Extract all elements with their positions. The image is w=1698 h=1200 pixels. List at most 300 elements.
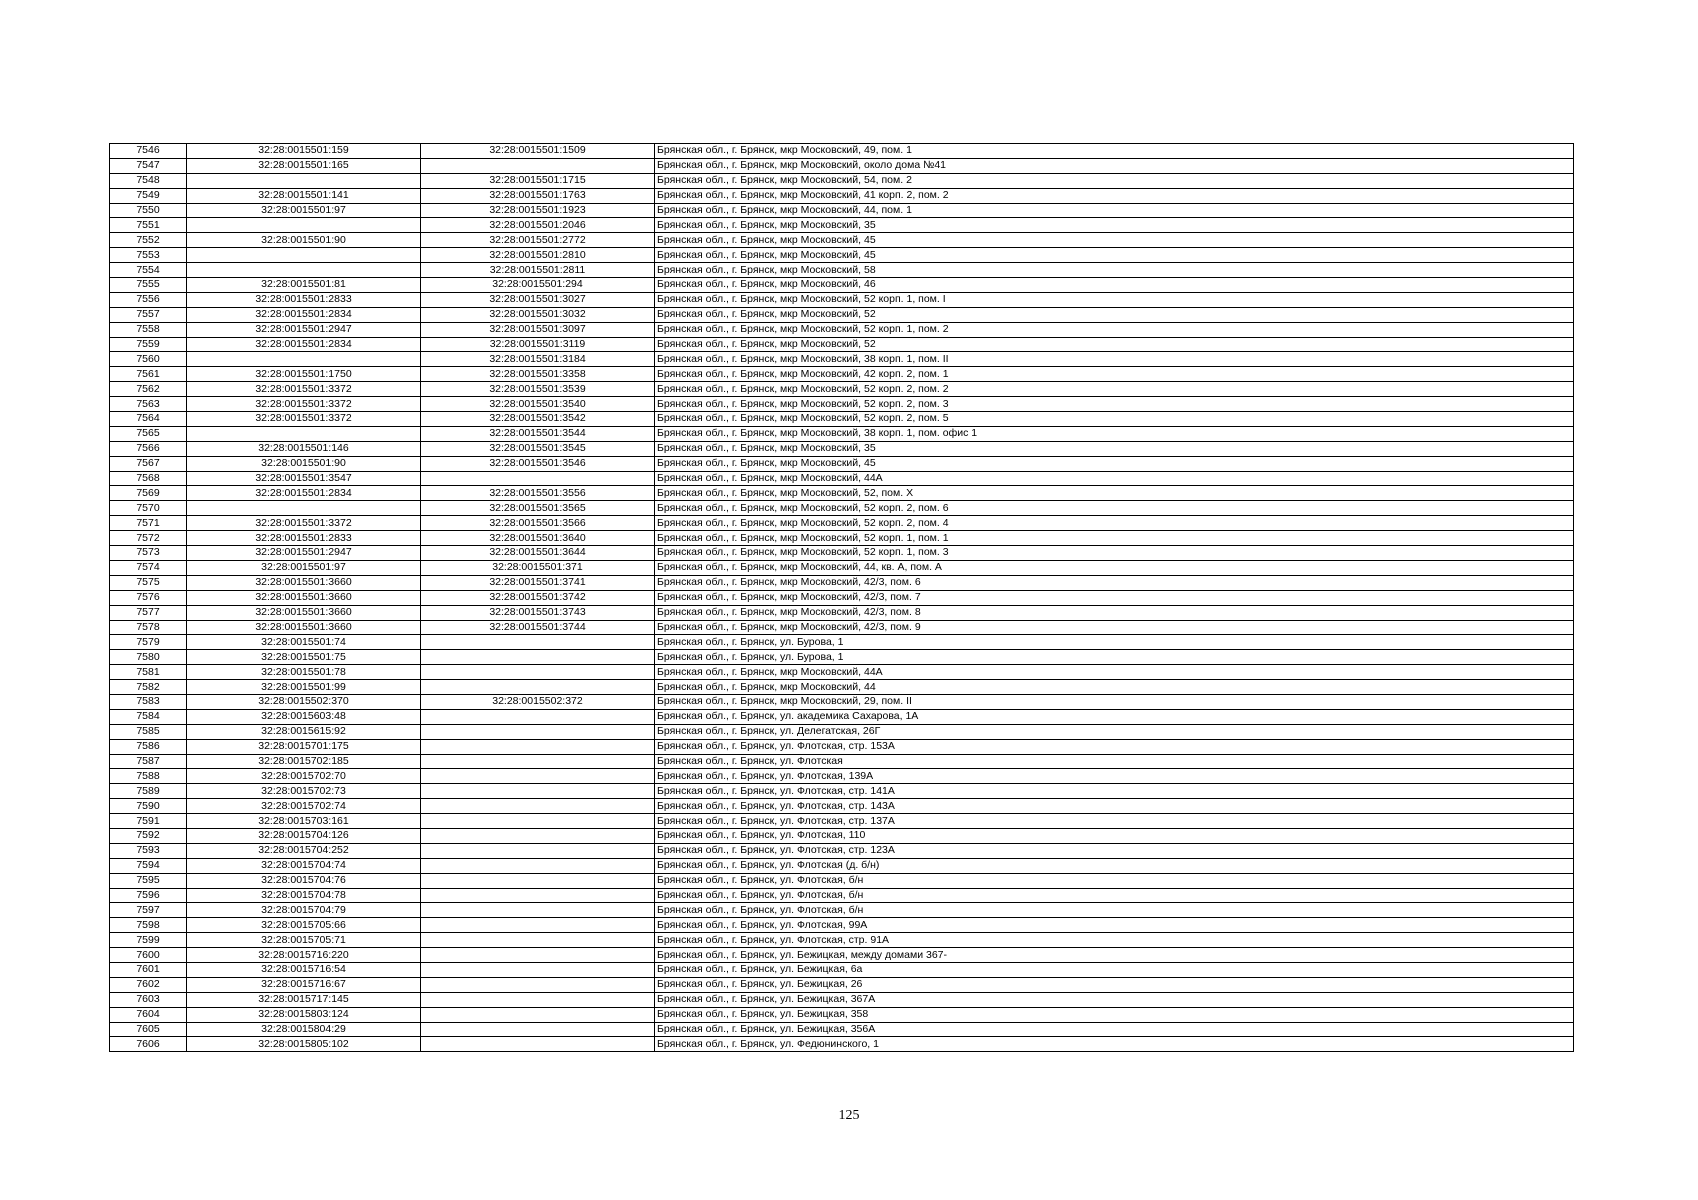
table-row [110, 873, 1574, 888]
land-cadastral-number-cell: 32:28:0015501:99 [187, 680, 421, 695]
land-cadastral-number-cell: 32:28:0015501:3372 [187, 516, 421, 531]
land-cadastral-number-cell: 32:28:0015501:1750 [187, 367, 421, 382]
table-row [110, 962, 1574, 977]
land-cadastral-number-cell: 32:28:0015703:161 [187, 814, 421, 829]
address-cell: Брянская обл., г. Брянск, мкр Московский, 38 корп. 1, пом. офис 1 [655, 426, 1574, 441]
row-number-cell: 7554 [110, 263, 187, 278]
object-cadastral-number-cell: 32:28:0015501:3565 [421, 501, 655, 516]
object-cadastral-number-cell: 32:28:0015501:3545 [421, 441, 655, 456]
address-cell: Брянская обл., г. Брянск, мкр Московский, 52 корп. 2, пом. 2 [655, 382, 1574, 397]
object-cadastral-number-cell: 32:28:0015501:371 [421, 560, 655, 575]
row-number-cell: 7590 [110, 799, 187, 814]
object-cadastral-number-cell [421, 754, 655, 769]
address-cell: Брянская обл., г. Брянск, ул. Бежицкая, 6а [655, 962, 1574, 977]
address-cell: Брянская обл., г. Брянск, ул. Бурова, 1 [655, 635, 1574, 650]
object-cadastral-number-cell: 32:28:0015501:3097 [421, 322, 655, 337]
land-cadastral-number-cell: 32:28:0015501:81 [187, 278, 421, 293]
address-cell: Брянская обл., г. Брянск, ул. Делегатская, 26Г [655, 724, 1574, 739]
land-cadastral-number-cell: 32:28:0015603:48 [187, 709, 421, 724]
object-cadastral-number-cell: 32:28:0015501:3184 [421, 352, 655, 367]
land-cadastral-number-cell: 32:28:0015501:3660 [187, 575, 421, 590]
row-number-cell: 7600 [110, 948, 187, 963]
address-cell: Брянская обл., г. Брянск, мкр Московский, 42/3, пом. 8 [655, 605, 1574, 620]
object-cadastral-number-cell [421, 158, 655, 173]
land-cadastral-number-cell: 32:28:0015501:2834 [187, 486, 421, 501]
address-cell: Брянская обл., г. Брянск, ул. Флотская, 99А [655, 918, 1574, 933]
address-cell: Брянская обл., г. Брянск, мкр Московский, 52 корп. 1, пом. I [655, 292, 1574, 307]
address-cell: Брянская обл., г. Брянск, мкр Московский, 35 [655, 218, 1574, 233]
table-row [110, 233, 1574, 248]
address-cell: Брянская обл., г. Брянск, мкр Московский, 38 корп. 1, пом. II [655, 352, 1574, 367]
address-cell: Брянская обл., г. Брянск, ул. Федюнинского, 1 [655, 1037, 1574, 1052]
land-cadastral-number-cell: 32:28:0015716:54 [187, 962, 421, 977]
object-cadastral-number-cell: 32:28:0015501:2772 [421, 233, 655, 248]
row-number-cell: 7577 [110, 605, 187, 620]
row-number-cell: 7549 [110, 188, 187, 203]
land-cadastral-number-cell: 32:28:0015702:185 [187, 754, 421, 769]
address-cell: Брянская обл., г. Брянск, ул. Бежицкая, 367А [655, 992, 1574, 1007]
land-cadastral-number-cell [187, 426, 421, 441]
table-row [110, 501, 1574, 516]
table-row [110, 635, 1574, 650]
row-number-cell: 7606 [110, 1037, 187, 1052]
land-cadastral-number-cell [187, 173, 421, 188]
land-cadastral-number-cell: 32:28:0015501:165 [187, 158, 421, 173]
address-cell: Брянская обл., г. Брянск, мкр Московский, около дома №41 [655, 158, 1574, 173]
address-cell: Брянская обл., г. Брянск, мкр Московский, 42/3, пом. 9 [655, 620, 1574, 635]
object-cadastral-number-cell: 32:28:0015501:2811 [421, 263, 655, 278]
address-cell: Брянская обл., г. Брянск, мкр Московский, 42/3, пом. 6 [655, 575, 1574, 590]
address-cell: Брянская обл., г. Брянск, ул. Флотская, б/н [655, 873, 1574, 888]
address-cell: Брянская обл., г. Брянск, ул. Флотская (д. б/н) [655, 858, 1574, 873]
land-cadastral-number-cell: 32:28:0015704:74 [187, 858, 421, 873]
address-cell: Брянская обл., г. Брянск, мкр Московский, 49, пом. 1 [655, 144, 1574, 159]
table-row [110, 814, 1574, 829]
address-cell: Брянская обл., г. Брянск, мкр Московский, 29, пом. II [655, 694, 1574, 709]
row-number-cell: 7585 [110, 724, 187, 739]
address-cell: Брянская обл., г. Брянск, мкр Московский, 52 [655, 337, 1574, 352]
address-cell: Брянская обл., г. Брянск, мкр Московский, 46 [655, 278, 1574, 293]
land-cadastral-number-cell: 32:28:0015501:3660 [187, 590, 421, 605]
land-cadastral-number-cell [187, 218, 421, 233]
land-cadastral-number-cell [187, 501, 421, 516]
row-number-cell: 7583 [110, 694, 187, 709]
land-cadastral-number-cell: 32:28:0015502:370 [187, 694, 421, 709]
address-cell: Брянская обл., г. Брянск, ул. Бежицкая, 358 [655, 1007, 1574, 1022]
row-number-cell: 7561 [110, 367, 187, 382]
address-cell: Брянская обл., г. Брянск, ул. академика Сахарова, 1А [655, 709, 1574, 724]
table-row [110, 575, 1574, 590]
table-row [110, 843, 1574, 858]
address-cell: Брянская обл., г. Брянск, мкр Московский, 44А [655, 471, 1574, 486]
land-cadastral-number-cell: 32:28:0015501:3372 [187, 412, 421, 427]
object-cadastral-number-cell: 32:28:0015501:3743 [421, 605, 655, 620]
land-cadastral-number-cell: 32:28:0015501:74 [187, 635, 421, 650]
table-row [110, 188, 1574, 203]
object-cadastral-number-cell [421, 948, 655, 963]
land-cadastral-number-cell: 32:28:0015501:2834 [187, 337, 421, 352]
address-cell: Брянская обл., г. Брянск, мкр Московский, 42/3, пом. 7 [655, 590, 1574, 605]
address-cell: Брянская обл., г. Брянск, мкр Московский, 52 корп. 2, пом. 4 [655, 516, 1574, 531]
table-row [110, 888, 1574, 903]
land-cadastral-number-cell [187, 263, 421, 278]
address-cell: Брянская обл., г. Брянск, мкр Московский, 44 [655, 680, 1574, 695]
land-cadastral-number-cell: 32:28:0015501:2947 [187, 322, 421, 337]
table-row [110, 144, 1574, 159]
table-row [110, 516, 1574, 531]
object-cadastral-number-cell [421, 650, 655, 665]
table-row [110, 739, 1574, 754]
object-cadastral-number-cell [421, 769, 655, 784]
table-row [110, 307, 1574, 322]
object-cadastral-number-cell [421, 992, 655, 1007]
row-number-cell: 7605 [110, 1022, 187, 1037]
row-number-cell: 7597 [110, 903, 187, 918]
object-cadastral-number-cell: 32:28:0015501:3566 [421, 516, 655, 531]
address-cell: Брянская обл., г. Брянск, ул. Флотская, стр. 91А [655, 933, 1574, 948]
land-cadastral-number-cell: 32:28:0015501:90 [187, 233, 421, 248]
table-row [110, 858, 1574, 873]
address-cell: Брянская обл., г. Брянск, ул. Флотская, стр. 153А [655, 739, 1574, 754]
row-number-cell: 7560 [110, 352, 187, 367]
address-cell: Брянская обл., г. Брянск, мкр Московский, 41 корп. 2, пом. 2 [655, 188, 1574, 203]
land-cadastral-number-cell: 32:28:0015501:3372 [187, 382, 421, 397]
row-number-cell: 7591 [110, 814, 187, 829]
address-cell: Брянская обл., г. Брянск, мкр Московский, 44А [655, 665, 1574, 680]
address-cell: Брянская обл., г. Брянск, мкр Московский, 52 корп. 2, пом. 6 [655, 501, 1574, 516]
object-cadastral-number-cell: 32:28:0015501:3539 [421, 382, 655, 397]
table-row [110, 173, 1574, 188]
register-table [109, 143, 1574, 1052]
table-row [110, 1007, 1574, 1022]
object-cadastral-number-cell: 32:28:0015501:3556 [421, 486, 655, 501]
row-number-cell: 7601 [110, 962, 187, 977]
row-number-cell: 7576 [110, 590, 187, 605]
table-row [110, 828, 1574, 843]
table-row [110, 263, 1574, 278]
land-cadastral-number-cell: 32:28:0015717:145 [187, 992, 421, 1007]
row-number-cell: 7550 [110, 203, 187, 218]
address-cell: Брянская обл., г. Брянск, мкр Московский, 52 корп. 1, пом. 1 [655, 531, 1574, 546]
table-row [110, 605, 1574, 620]
row-number-cell: 7552 [110, 233, 187, 248]
row-number-cell: 7581 [110, 665, 187, 680]
table-row [110, 278, 1574, 293]
land-cadastral-number-cell: 32:28:0015501:97 [187, 203, 421, 218]
land-cadastral-number-cell: 32:28:0015501:75 [187, 650, 421, 665]
land-cadastral-number-cell [187, 248, 421, 263]
address-cell: Брянская обл., г. Брянск, мкр Московский, 45 [655, 233, 1574, 248]
table-row [110, 367, 1574, 382]
row-number-cell: 7598 [110, 918, 187, 933]
address-cell: Брянская обл., г. Брянск, ул. Флотская, стр. 141А [655, 784, 1574, 799]
table-row [110, 352, 1574, 367]
object-cadastral-number-cell: 32:28:0015501:1715 [421, 173, 655, 188]
row-number-cell: 7569 [110, 486, 187, 501]
row-number-cell: 7564 [110, 412, 187, 427]
table-row [110, 560, 1574, 575]
address-cell: Брянская обл., г. Брянск, мкр Московский, 52 корп. 2, пом. 5 [655, 412, 1574, 427]
row-number-cell: 7570 [110, 501, 187, 516]
row-number-cell: 7568 [110, 471, 187, 486]
land-cadastral-number-cell: 32:28:0015701:175 [187, 739, 421, 754]
object-cadastral-number-cell [421, 1007, 655, 1022]
object-cadastral-number-cell [421, 903, 655, 918]
object-cadastral-number-cell [421, 799, 655, 814]
object-cadastral-number-cell: 32:28:0015501:3546 [421, 456, 655, 471]
row-number-cell: 7596 [110, 888, 187, 903]
land-cadastral-number-cell: 32:28:0015716:220 [187, 948, 421, 963]
table-row [110, 441, 1574, 456]
table-row [110, 1022, 1574, 1037]
row-number-cell: 7571 [110, 516, 187, 531]
object-cadastral-number-cell: 32:28:0015501:3741 [421, 575, 655, 590]
table-row [110, 218, 1574, 233]
row-number-cell: 7578 [110, 620, 187, 635]
land-cadastral-number-cell: 32:28:0015804:29 [187, 1022, 421, 1037]
address-cell: Брянская обл., г. Брянск, мкр Московский, 58 [655, 263, 1574, 278]
object-cadastral-number-cell: 32:28:0015501:3742 [421, 590, 655, 605]
table-row [110, 412, 1574, 427]
land-cadastral-number-cell [187, 352, 421, 367]
table-row [110, 948, 1574, 963]
table-row [110, 784, 1574, 799]
table-row [110, 158, 1574, 173]
page-number: 125 [838, 1108, 860, 1123]
table-row [110, 471, 1574, 486]
object-cadastral-number-cell [421, 814, 655, 829]
row-number-cell: 7580 [110, 650, 187, 665]
table-row [110, 903, 1574, 918]
address-cell: Брянская обл., г. Брянск, ул. Флотская, б/н [655, 888, 1574, 903]
object-cadastral-number-cell [421, 724, 655, 739]
row-number-cell: 7566 [110, 441, 187, 456]
table-row [110, 382, 1574, 397]
land-cadastral-number-cell: 32:28:0015501:78 [187, 665, 421, 680]
row-number-cell: 7547 [110, 158, 187, 173]
table-row [110, 977, 1574, 992]
address-cell: Брянская обл., г. Брянск, ул. Бурова, 1 [655, 650, 1574, 665]
address-cell: Брянская обл., г. Брянск, ул. Флотская, стр. 143А [655, 799, 1574, 814]
row-number-cell: 7565 [110, 426, 187, 441]
address-cell: Брянская обл., г. Брянск, ул. Флотская, 139А [655, 769, 1574, 784]
land-cadastral-number-cell: 32:28:0015501:3372 [187, 397, 421, 412]
row-number-cell: 7592 [110, 828, 187, 843]
address-cell: Брянская обл., г. Брянск, мкр Московский, 35 [655, 441, 1574, 456]
address-cell: Брянская обл., г. Брянск, мкр Московский, 45 [655, 248, 1574, 263]
object-cadastral-number-cell: 32:28:0015501:3640 [421, 531, 655, 546]
row-number-cell: 7584 [110, 709, 187, 724]
land-cadastral-number-cell: 32:28:0015501:141 [187, 188, 421, 203]
table-row [110, 665, 1574, 680]
land-cadastral-number-cell: 32:28:0015501:2834 [187, 307, 421, 322]
object-cadastral-number-cell [421, 1022, 655, 1037]
table-row [110, 397, 1574, 412]
object-cadastral-number-cell [421, 635, 655, 650]
land-cadastral-number-cell: 32:28:0015501:159 [187, 144, 421, 159]
land-cadastral-number-cell: 32:28:0015501:146 [187, 441, 421, 456]
object-cadastral-number-cell [421, 888, 655, 903]
object-cadastral-number-cell [421, 962, 655, 977]
land-cadastral-number-cell: 32:28:0015803:124 [187, 1007, 421, 1022]
table-row [110, 203, 1574, 218]
row-number-cell: 7586 [110, 739, 187, 754]
address-cell: Брянская обл., г. Брянск, мкр Московский, 44, кв. А, пом. А [655, 560, 1574, 575]
object-cadastral-number-cell: 32:28:0015501:3027 [421, 292, 655, 307]
row-number-cell: 7555 [110, 278, 187, 293]
object-cadastral-number-cell: 32:28:0015501:1763 [421, 188, 655, 203]
table-row [110, 486, 1574, 501]
object-cadastral-number-cell: 32:28:0015501:1509 [421, 144, 655, 159]
row-number-cell: 7574 [110, 560, 187, 575]
object-cadastral-number-cell [421, 933, 655, 948]
land-cadastral-number-cell: 32:28:0015501:3660 [187, 605, 421, 620]
row-number-cell: 7579 [110, 635, 187, 650]
land-cadastral-number-cell: 32:28:0015615:92 [187, 724, 421, 739]
object-cadastral-number-cell [421, 1037, 655, 1052]
row-number-cell: 7563 [110, 397, 187, 412]
table-row [110, 590, 1574, 605]
row-number-cell: 7562 [110, 382, 187, 397]
row-number-cell: 7595 [110, 873, 187, 888]
table-row [110, 694, 1574, 709]
object-cadastral-number-cell [421, 858, 655, 873]
table-row [110, 709, 1574, 724]
table-row [110, 918, 1574, 933]
address-cell: Брянская обл., г. Брянск, ул. Бежицкая, между домами 367- [655, 948, 1574, 963]
object-cadastral-number-cell: 32:28:0015501:3542 [421, 412, 655, 427]
address-cell: Брянская обл., г. Брянск, мкр Московский, 52 [655, 307, 1574, 322]
address-cell: Брянская обл., г. Брянск, мкр Московский, 52 корп. 1, пом. 3 [655, 546, 1574, 561]
row-number-cell: 7573 [110, 546, 187, 561]
table-row [110, 769, 1574, 784]
land-cadastral-number-cell: 32:28:0015501:90 [187, 456, 421, 471]
row-number-cell: 7551 [110, 218, 187, 233]
row-number-cell: 7589 [110, 784, 187, 799]
table-row [110, 933, 1574, 948]
land-cadastral-number-cell: 32:28:0015705:66 [187, 918, 421, 933]
object-cadastral-number-cell: 32:28:0015501:294 [421, 278, 655, 293]
row-number-cell: 7603 [110, 992, 187, 1007]
row-number-cell: 7604 [110, 1007, 187, 1022]
address-cell: Брянская обл., г. Брянск, ул. Флотская, б/н [655, 903, 1574, 918]
land-cadastral-number-cell: 32:28:0015501:2833 [187, 531, 421, 546]
address-cell: Брянская обл., г. Брянск, мкр Московский, 45 [655, 456, 1574, 471]
table-row [110, 292, 1574, 307]
row-number-cell: 7572 [110, 531, 187, 546]
object-cadastral-number-cell [421, 843, 655, 858]
land-cadastral-number-cell: 32:28:0015702:74 [187, 799, 421, 814]
row-number-cell: 7594 [110, 858, 187, 873]
row-number-cell: 7556 [110, 292, 187, 307]
land-cadastral-number-cell: 32:28:0015705:71 [187, 933, 421, 948]
object-cadastral-number-cell: 32:28:0015501:3119 [421, 337, 655, 352]
address-cell: Брянская обл., г. Брянск, ул. Бежицкая, 26 [655, 977, 1574, 992]
address-cell: Брянская обл., г. Брянск, мкр Московский, 52 корп. 1, пом. 2 [655, 322, 1574, 337]
land-cadastral-number-cell: 32:28:0015501:3660 [187, 620, 421, 635]
object-cadastral-number-cell [421, 873, 655, 888]
table-row [110, 799, 1574, 814]
table-row [110, 680, 1574, 695]
table-row [110, 724, 1574, 739]
land-cadastral-number-cell: 32:28:0015702:70 [187, 769, 421, 784]
land-cadastral-number-cell: 32:28:0015501:2833 [187, 292, 421, 307]
object-cadastral-number-cell: 32:28:0015501:3358 [421, 367, 655, 382]
row-number-cell: 7587 [110, 754, 187, 769]
row-number-cell: 7602 [110, 977, 187, 992]
object-cadastral-number-cell [421, 977, 655, 992]
table-row [110, 337, 1574, 352]
address-cell: Брянская обл., г. Брянск, ул. Флотская, 110 [655, 828, 1574, 843]
address-cell: Брянская обл., г. Брянск, мкр Московский, 54, пом. 2 [655, 173, 1574, 188]
land-cadastral-number-cell: 32:28:0015704:252 [187, 843, 421, 858]
row-number-cell: 7546 [110, 144, 187, 159]
address-cell: Брянская обл., г. Брянск, мкр Московский, 42 корп. 2, пом. 1 [655, 367, 1574, 382]
object-cadastral-number-cell: 32:28:0015501:2810 [421, 248, 655, 263]
table-row [110, 426, 1574, 441]
table-row [110, 992, 1574, 1007]
land-cadastral-number-cell: 32:28:0015716:67 [187, 977, 421, 992]
object-cadastral-number-cell [421, 828, 655, 843]
object-cadastral-number-cell [421, 918, 655, 933]
table-row [110, 650, 1574, 665]
row-number-cell: 7559 [110, 337, 187, 352]
address-cell: Брянская обл., г. Брянск, ул. Флотская, стр. 137А [655, 814, 1574, 829]
row-number-cell: 7558 [110, 322, 187, 337]
object-cadastral-number-cell: 32:28:0015501:3032 [421, 307, 655, 322]
address-cell: Брянская обл., г. Брянск, мкр Московский, 52, пом. X [655, 486, 1574, 501]
table-row [110, 620, 1574, 635]
row-number-cell: 7575 [110, 575, 187, 590]
address-cell: Брянская обл., г. Брянск, мкр Московский, 44, пом. 1 [655, 203, 1574, 218]
object-cadastral-number-cell: 32:28:0015501:3744 [421, 620, 655, 635]
land-cadastral-number-cell: 32:28:0015501:97 [187, 560, 421, 575]
land-cadastral-number-cell: 32:28:0015704:78 [187, 888, 421, 903]
row-number-cell: 7588 [110, 769, 187, 784]
object-cadastral-number-cell: 32:28:0015501:3540 [421, 397, 655, 412]
land-cadastral-number-cell: 32:28:0015704:76 [187, 873, 421, 888]
table-row [110, 248, 1574, 263]
table-row [110, 322, 1574, 337]
row-number-cell: 7557 [110, 307, 187, 322]
land-cadastral-number-cell: 32:28:0015501:3547 [187, 471, 421, 486]
register-table-body [110, 144, 1574, 1052]
address-cell: Брянская обл., г. Брянск, ул. Флотская [655, 754, 1574, 769]
object-cadastral-number-cell [421, 739, 655, 754]
object-cadastral-number-cell: 32:28:0015501:3544 [421, 426, 655, 441]
table-row [110, 456, 1574, 471]
row-number-cell: 7599 [110, 933, 187, 948]
object-cadastral-number-cell [421, 709, 655, 724]
row-number-cell: 7593 [110, 843, 187, 858]
row-number-cell: 7548 [110, 173, 187, 188]
land-cadastral-number-cell: 32:28:0015805:102 [187, 1037, 421, 1052]
row-number-cell: 7582 [110, 680, 187, 695]
row-number-cell: 7553 [110, 248, 187, 263]
address-cell: Брянская обл., г. Брянск, мкр Московский, 52 корп. 2, пом. 3 [655, 397, 1574, 412]
object-cadastral-number-cell: 32:28:0015501:1923 [421, 203, 655, 218]
table-row [110, 1037, 1574, 1052]
object-cadastral-number-cell: 32:28:0015501:2046 [421, 218, 655, 233]
row-number-cell: 7567 [110, 456, 187, 471]
object-cadastral-number-cell: 32:28:0015501:3644 [421, 546, 655, 561]
land-cadastral-number-cell: 32:28:0015702:73 [187, 784, 421, 799]
address-cell: Брянская обл., г. Брянск, ул. Бежицкая, 356А [655, 1022, 1574, 1037]
object-cadastral-number-cell: 32:28:0015502:372 [421, 694, 655, 709]
table-row [110, 754, 1574, 769]
object-cadastral-number-cell [421, 784, 655, 799]
object-cadastral-number-cell [421, 680, 655, 695]
